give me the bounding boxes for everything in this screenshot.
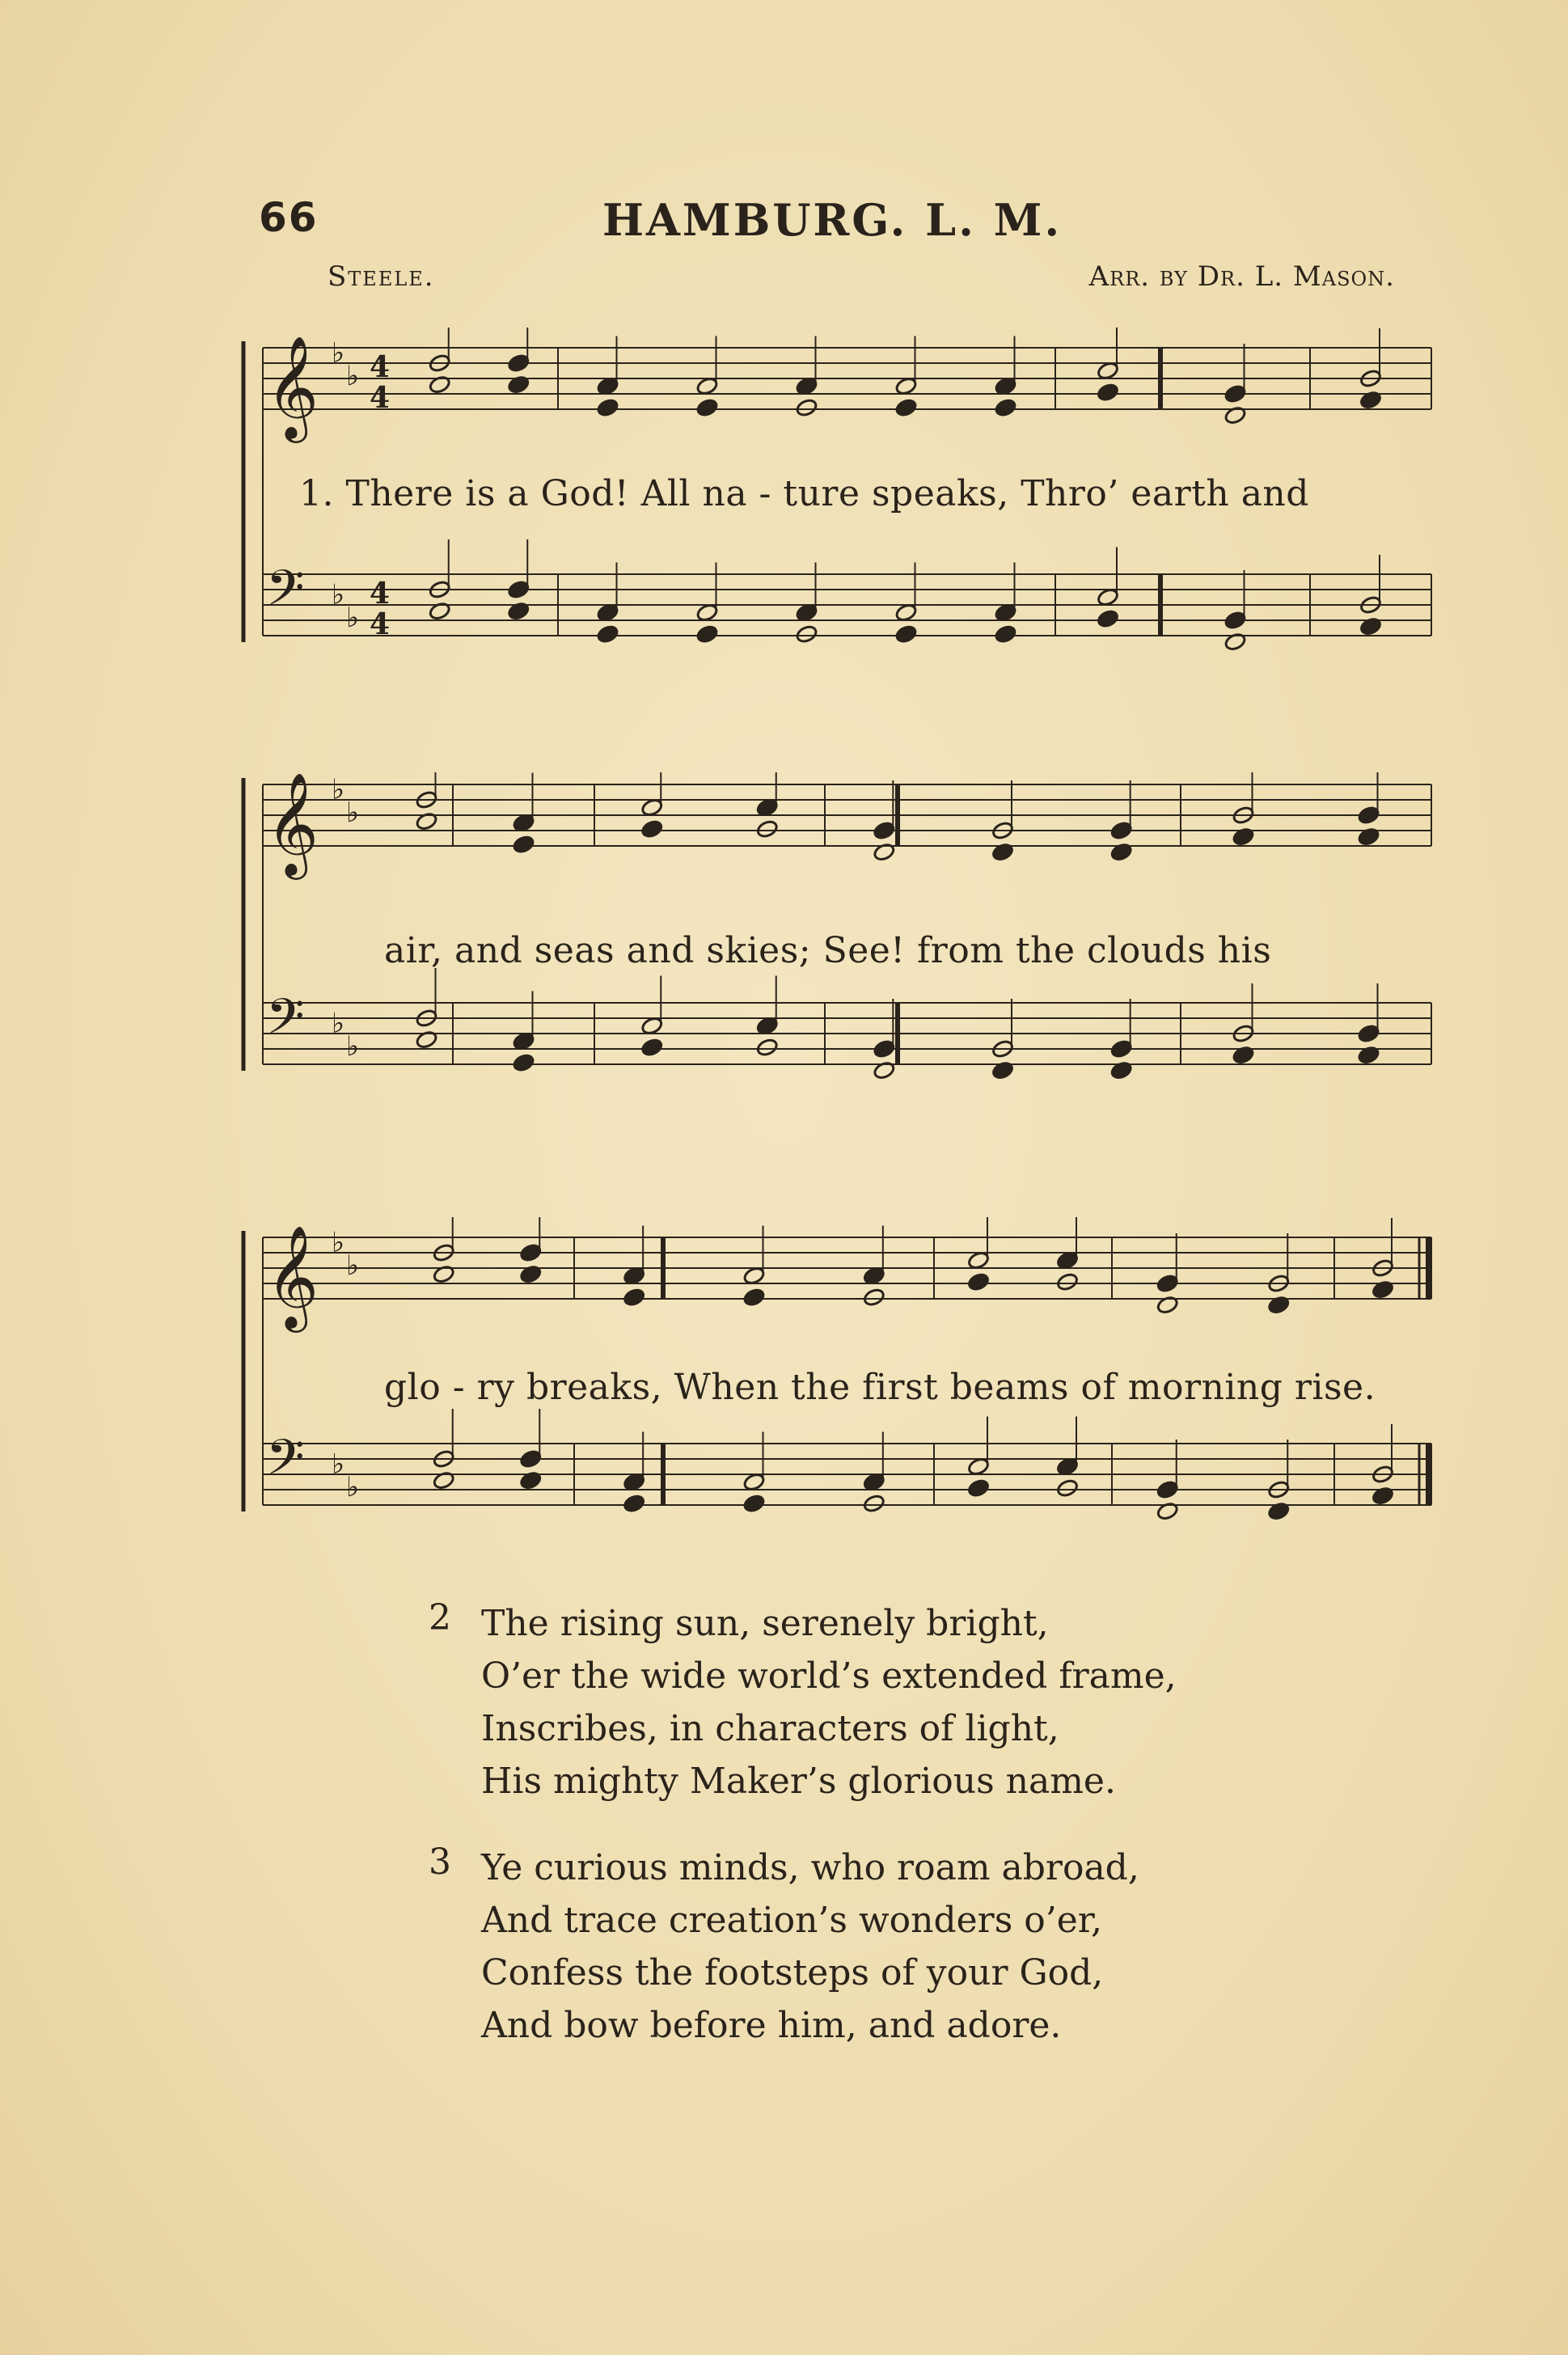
note-head (742, 1494, 766, 1514)
note-head (1371, 1279, 1395, 1300)
note-head (1109, 1039, 1133, 1059)
time-signature-digit: 4 (370, 350, 391, 385)
note-head (873, 1060, 896, 1080)
note-head (1224, 611, 1247, 631)
note-head (695, 398, 719, 418)
verse-line: And trace creation’s wonders o’er, (481, 1900, 1102, 1941)
note-head (596, 398, 619, 418)
lyric-line: 1. There is a God! All na - ture speaks, Thro’ earth and (299, 473, 1309, 514)
note-head (1156, 1274, 1179, 1294)
verse-line: O’er the wide world’s extended frame, (481, 1655, 1177, 1697)
page-header (259, 194, 1423, 259)
note-head (415, 1030, 438, 1050)
note-head (1267, 1295, 1291, 1315)
verse-line: Ye curious minds, who roam abroad, (481, 1847, 1139, 1888)
hymn-arranger: Arr. by Dr. L. Mason. (1088, 260, 1395, 293)
note-head (1232, 827, 1255, 847)
flat-sign-icon: ♭ (346, 602, 360, 634)
note-head (1357, 827, 1380, 847)
note-head (596, 624, 619, 645)
note-head (755, 819, 779, 839)
note-head (1056, 1478, 1080, 1499)
hymn-author: Steele. (328, 260, 435, 293)
note-head (415, 811, 438, 831)
note-head (1267, 1501, 1291, 1521)
note-head (1224, 632, 1247, 652)
note-head (795, 624, 818, 645)
note-head (519, 1243, 543, 1263)
note-head (742, 1287, 766, 1308)
verse-line: And bow before him, and adore. (481, 2005, 1062, 2046)
lyric-line: glo - ry breaks, When the first beams of morning rise. (384, 1367, 1376, 1408)
note-head (991, 842, 1015, 862)
hymn-title: HAMBURG. L. M. (602, 194, 1063, 246)
note-head (1371, 1486, 1395, 1506)
additional-verses (429, 1597, 1318, 2086)
flat-sign-icon: ♭ (332, 1007, 345, 1040)
note-head (1359, 616, 1383, 636)
note-head (432, 1264, 455, 1284)
time-signature-digit: 4 (370, 381, 391, 416)
note-head (873, 1039, 896, 1059)
note-head (994, 624, 1017, 645)
flat-sign-icon: ♭ (332, 578, 345, 611)
note-head (1156, 1295, 1179, 1315)
note-head (894, 624, 918, 645)
note-head (640, 819, 664, 839)
note-head (507, 353, 530, 374)
note-head (623, 1494, 646, 1514)
verse-line: His mighty Maker’s glorious name. (481, 1761, 1116, 1802)
flat-sign-icon: ♭ (346, 360, 360, 392)
note-head (1156, 1501, 1179, 1521)
page-number: 66 (259, 194, 319, 241)
bass-clef-icon: 𝄢 (266, 988, 305, 1058)
bass-clef-icon: 𝄢 (266, 1429, 305, 1499)
note-head (1097, 383, 1120, 403)
note-head (1357, 805, 1380, 826)
note-head (640, 1038, 664, 1058)
note-head (795, 398, 818, 418)
note-head (967, 1478, 991, 1499)
note-head (1109, 842, 1133, 862)
flat-sign-icon: ♭ (332, 1226, 345, 1259)
note-head (1232, 1045, 1255, 1065)
note-head (519, 1449, 543, 1469)
note-head (428, 601, 451, 621)
note-head (755, 1038, 779, 1058)
note-head (863, 1287, 886, 1308)
flat-sign-icon: ♭ (332, 336, 345, 370)
note-head (994, 398, 1017, 418)
flat-sign-icon: ♭ (346, 1249, 360, 1282)
note-head (507, 580, 530, 600)
note-head (1357, 1045, 1380, 1065)
note-head (1359, 390, 1383, 410)
score-notation (239, 328, 1443, 716)
lyric-line: air, and seas and skies; See! from the clouds his (384, 930, 1272, 971)
note-head (1109, 1060, 1133, 1080)
treble-clef-icon: 𝄞 (266, 335, 319, 438)
note-head (1357, 1024, 1380, 1044)
note-head (1109, 821, 1133, 841)
music-system-2 (239, 772, 1443, 1152)
verse-number: 3 (429, 1841, 451, 1883)
note-head (863, 1494, 886, 1514)
flat-sign-icon: ♭ (346, 797, 360, 829)
note-head (1156, 1480, 1179, 1500)
note-head (428, 374, 451, 395)
note-head (873, 842, 896, 862)
verse-number: 2 (429, 1597, 451, 1638)
note-head (507, 601, 530, 621)
note-head (1097, 609, 1120, 629)
note-head (1224, 384, 1247, 404)
treble-clef-icon: 𝄞 (266, 772, 319, 875)
note-head (432, 1470, 455, 1490)
verse-line: Confess the footsteps of your God, (481, 1952, 1104, 1994)
verse-2 (429, 1597, 1318, 1807)
verse-line: Inscribes, in characters of light, (481, 1708, 1059, 1749)
note-head (1056, 1272, 1080, 1292)
verse-line: The rising sun, serenely bright, (481, 1603, 1049, 1644)
flat-sign-icon: ♭ (346, 1030, 360, 1063)
flat-sign-icon: ♭ (332, 773, 345, 806)
note-head (507, 374, 530, 395)
flat-sign-icon: ♭ (346, 1471, 360, 1503)
note-head (519, 1264, 543, 1284)
note-head (967, 1272, 991, 1292)
credits-row (328, 260, 1395, 301)
note-head (1224, 405, 1247, 425)
music-system-1 (239, 328, 1443, 716)
note-head (519, 1470, 543, 1490)
note-head (512, 1053, 535, 1073)
note-head (512, 835, 535, 855)
time-signature-digit: 4 (370, 607, 391, 642)
note-head (695, 624, 719, 645)
treble-clef-icon: 𝄞 (266, 1224, 319, 1328)
music-system-3 (239, 1217, 1443, 1589)
note-head (623, 1287, 646, 1308)
verse-3 (429, 1841, 1318, 2052)
flat-sign-icon: ♭ (332, 1448, 345, 1481)
note-head (873, 821, 896, 841)
time-signature-digit: 4 (370, 577, 391, 611)
note-head (894, 398, 918, 418)
note-head (991, 1060, 1015, 1080)
bass-clef-icon: 𝄢 (266, 560, 305, 629)
